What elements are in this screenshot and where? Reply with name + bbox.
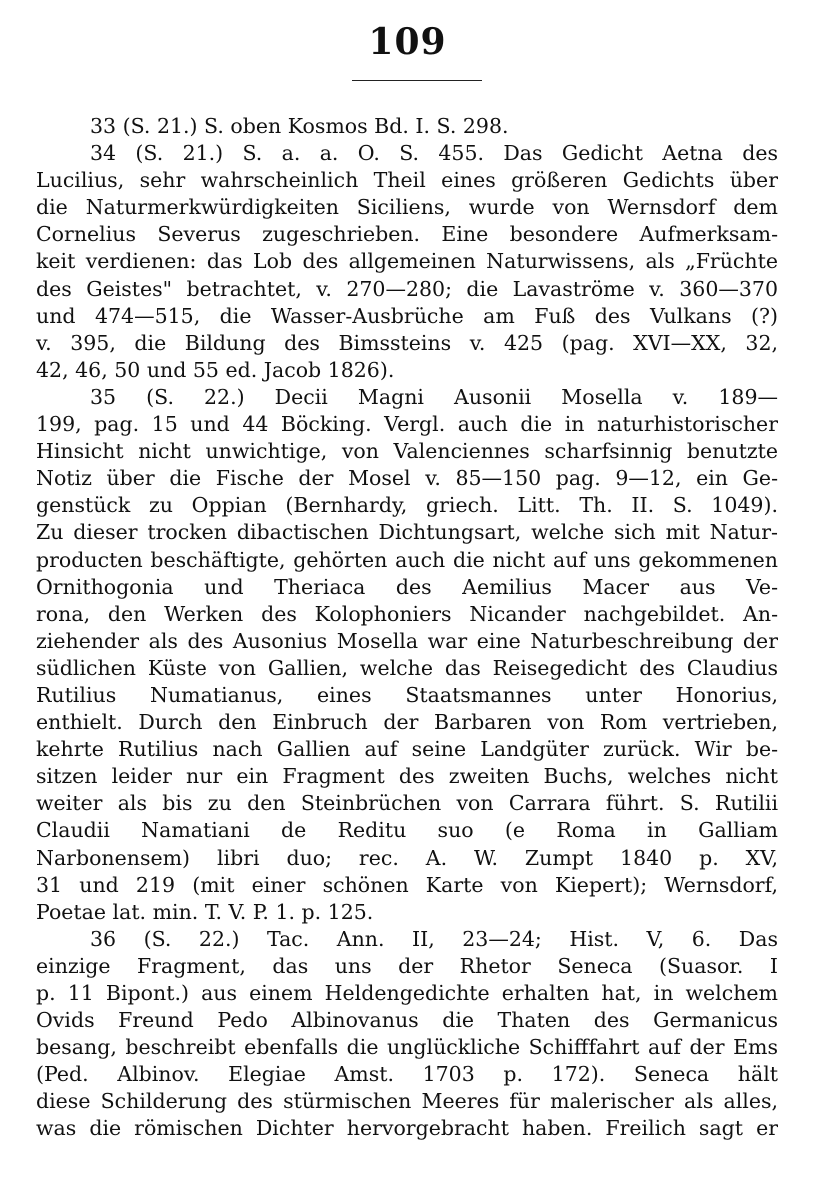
text-line: Poetae lat. min. T. V. P. 1. p. 125. (36, 899, 374, 924)
text-line: was die römischen Dichter hervorgebracht haben. Freilich sagt er (36, 1116, 778, 1141)
text-line: 31 und 219 (mit einer schönen Karte von Kiepert); Wernsdorf, (36, 872, 778, 897)
text-line: diese Schilderung des stürmischen Meeres für malerischer als alles, (36, 1089, 778, 1114)
text-line: 34 (S. 21.) S. a. a. O. S. 455. Das Gedicht Aetna des (90, 141, 778, 166)
text-line: (Ped. Albinov. Elegiae Amst. 1703 p. 172). Seneca hält (36, 1062, 778, 1087)
text-line: rona, den Werken des Kolophoniers Nicander nachgebildet. An- (36, 601, 778, 626)
text-line: Cornelius Severus zugeschrieben. Eine besondere Aufmerksam- (36, 222, 778, 247)
text-line: des Geistes" betrachtet, v. 270—280; die Lavaströme v. 360—370 (36, 276, 778, 301)
text-line: 199, pag. 15 und 44 Böcking. Vergl. auch die in naturhistorischer (36, 412, 778, 437)
text-line: Zu dieser trocken dibactischen Dichtungsart, welche sich mit Natur- (36, 520, 778, 545)
text-line: und 474—515, die Wasser-Ausbrüche am Fuß des Vulkans (?) (36, 303, 778, 328)
text-line: Claudii Namatiani de Reditu suo (e Roma in Galliam (36, 818, 778, 843)
text-line: die Naturmerkwürdigkeiten Siciliens, wurde von Wernsdorf dem (36, 195, 778, 220)
text-line: Rutilius Numatianus, eines Staatsmannes unter Honorius, (36, 682, 778, 707)
page-number: 109 (368, 21, 447, 63)
text-line: enthielt. Durch den Einbruch der Barbaren von Rom vertrieben, (36, 710, 778, 735)
text-line: 42, 46, 50 und 55 ed. Jacob 1826). (36, 357, 395, 382)
text-line: 35 (S. 22.) Decii Magni Ausonii Mosella v. 189— (90, 384, 778, 409)
text-line: v. 395, die Bildung des Bimssteins v. 425 (pag. XVI—XX, 32, (36, 330, 778, 355)
text-line: südlichen Küste von Gallien, welche das Reisegedicht des Claudius (36, 655, 778, 680)
text-line: Narbonensem) libri duo; rec. A. W. Zumpt 1840 p. XV, (36, 845, 778, 870)
text-line: Notiz über die Fische der Mosel v. 85—150 pag. 9—12, ein Ge- (36, 466, 778, 491)
footnotes-text (36, 113, 778, 1143)
text-line: Ovids Freund Pedo Albinovanus die Thaten des Germanicus (36, 1008, 778, 1033)
text-line: genstück zu Oppian (Bernhardy, griech. Litt. Th. II. S. 1049). (36, 493, 778, 518)
text-line: Ornithogonia und Theriaca des Aemilius Macer aus Ve- (36, 574, 778, 599)
text-line: besang, beschreibt ebenfalls die unglückliche Schifffahrt auf der Ems (36, 1035, 778, 1060)
text-line: 36 (S. 22.) Tac. Ann. II, 23—24; Hist. V, 6. Das (90, 926, 778, 951)
text-line: einzige Fragment, das uns der Rhetor Seneca (Suasor. I (36, 953, 778, 978)
text-line: sitzen leider nur ein Fragment des zweiten Buchs, welches nicht (36, 764, 778, 789)
text-line: Lucilius, sehr wahrscheinlich Theil eines größeren Gedichts über (36, 168, 778, 193)
text-line: p. 11 Bipont.) aus einem Heldengedichte erhalten hat, in welchem (36, 981, 778, 1005)
text-line: keit verdienen: das Lob des allgemeinen Naturwissens, als „Früchte (36, 249, 778, 274)
header-rule (352, 80, 482, 81)
text-line: Hinsicht nicht unwichtige, von Valenciennes scharfsinnig benutzte (36, 439, 778, 464)
text-line: kehrte Rutilius nach Gallien auf seine Landgüter zurück. Wir be- (36, 737, 778, 762)
text-line: producten beschäftigte, gehörten auch die nicht auf uns gekommenen (36, 547, 778, 572)
text-line: weiter als bis zu den Steinbrüchen von Carrara führt. S. Rutilii (36, 791, 778, 816)
text-line: ziehender als des Ausonius Mosella war eine Naturbeschreibung der (36, 628, 778, 653)
text-line: 33 (S. 21.) S. oben Kosmos Bd. I. S. 298. (90, 114, 509, 138)
